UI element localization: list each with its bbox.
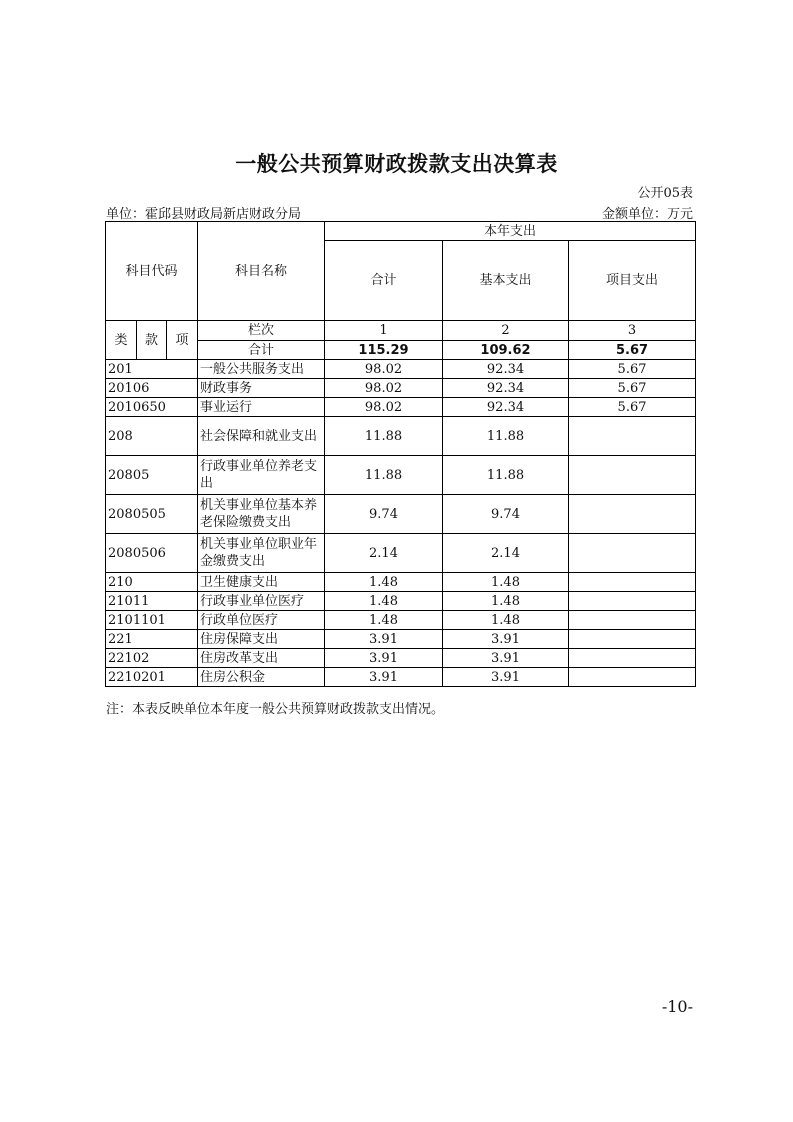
row-code: 2080506 xyxy=(106,534,198,573)
row-code: 2010650 xyxy=(106,398,198,417)
total-row-project: 5.67 xyxy=(569,341,696,360)
table-row xyxy=(106,398,696,417)
row-basic: 11.88 xyxy=(443,456,569,495)
current-year-header: 本年支出 xyxy=(325,222,696,241)
row-basic: 3.91 xyxy=(443,668,569,687)
table-row xyxy=(106,573,696,592)
row-name: 一般公共服务支出 xyxy=(198,360,325,379)
table-row xyxy=(106,417,696,456)
total-row-basic: 109.62 xyxy=(443,341,569,360)
table-row xyxy=(106,456,696,495)
row-project xyxy=(569,649,696,668)
row-name: 社会保障和就业支出 xyxy=(198,417,325,456)
row-code: 20805 xyxy=(106,456,198,495)
code-header: 科目代码 xyxy=(106,222,198,321)
row-basic: 92.34 xyxy=(443,379,569,398)
row-name: 行政事业单位医疗 xyxy=(198,592,325,611)
row-basic: 11.88 xyxy=(443,417,569,456)
project-header: 项目支出 xyxy=(569,241,696,321)
row-code: 22102 xyxy=(106,649,198,668)
row-name: 财政事务 xyxy=(198,379,325,398)
row-name: 行政单位医疗 xyxy=(198,611,325,630)
money-unit: 金额单位：万元 xyxy=(601,207,693,222)
form-number: 公开05表 xyxy=(637,186,693,201)
row-name: 机关事业单位职业年金缴费支出 xyxy=(198,534,325,573)
row-project: 5.67 xyxy=(569,398,696,417)
row-project: 5.67 xyxy=(569,379,696,398)
table-row xyxy=(106,611,696,630)
row-basic: 1.48 xyxy=(443,611,569,630)
row-basic: 92.34 xyxy=(443,398,569,417)
row-project xyxy=(569,417,696,456)
row-project xyxy=(569,534,696,573)
document-title: 一般公共预算财政拨款支出决算表 xyxy=(235,152,558,176)
total-row-total: 115.29 xyxy=(325,341,443,360)
expenditure-table xyxy=(105,221,696,687)
row-code: 2101101 xyxy=(106,611,198,630)
row-total: 2.14 xyxy=(325,534,443,573)
total-row-label: 合计 xyxy=(198,341,325,360)
row-total: 1.48 xyxy=(325,611,443,630)
row-total: 3.91 xyxy=(325,630,443,649)
row-total: 9.74 xyxy=(325,495,443,534)
row-code: 210 xyxy=(106,573,198,592)
row-total: 98.02 xyxy=(325,379,443,398)
table-row xyxy=(106,360,696,379)
row-basic: 1.48 xyxy=(443,573,569,592)
row-basic: 9.74 xyxy=(443,495,569,534)
column-no-1: 1 xyxy=(325,321,443,341)
row-basic: 2.14 xyxy=(443,534,569,573)
xiang-header: 项 xyxy=(167,321,198,360)
lei-header: 类 xyxy=(106,321,137,360)
basic-header: 基本支出 xyxy=(443,241,569,321)
row-name: 住房改革支出 xyxy=(198,649,325,668)
table-row xyxy=(106,668,696,687)
row-code: 208 xyxy=(106,417,198,456)
row-basic: 3.91 xyxy=(443,649,569,668)
total-header: 合计 xyxy=(325,241,443,321)
row-total: 1.48 xyxy=(325,592,443,611)
row-project: 5.67 xyxy=(569,360,696,379)
row-total: 11.88 xyxy=(325,456,443,495)
table-row xyxy=(106,495,696,534)
row-code: 20106 xyxy=(106,379,198,398)
row-name: 住房保障支出 xyxy=(198,630,325,649)
table-row xyxy=(106,534,696,573)
row-code: 2080505 xyxy=(106,495,198,534)
table-row xyxy=(106,649,696,668)
table-row xyxy=(106,630,696,649)
name-header: 科目名称 xyxy=(198,222,325,321)
row-name: 事业运行 xyxy=(198,398,325,417)
column-no-2: 2 xyxy=(443,321,569,341)
row-project xyxy=(569,495,696,534)
row-code: 221 xyxy=(106,630,198,649)
column-no-label: 栏次 xyxy=(198,321,325,341)
row-total: 3.91 xyxy=(325,649,443,668)
table-note: 注：本表反映单位本年度一般公共预算财政拨款支出情况。 xyxy=(106,702,445,717)
row-project xyxy=(569,668,696,687)
table-row xyxy=(106,379,696,398)
row-basic: 3.91 xyxy=(443,630,569,649)
row-name: 住房公积金 xyxy=(198,668,325,687)
page-number: -10- xyxy=(661,997,693,1016)
row-project xyxy=(569,456,696,495)
kuan-header: 款 xyxy=(137,321,167,360)
row-name: 行政事业单位养老支出 xyxy=(198,456,325,495)
row-total: 98.02 xyxy=(325,360,443,379)
row-total: 1.48 xyxy=(325,573,443,592)
row-code: 21011 xyxy=(106,592,198,611)
row-basic: 92.34 xyxy=(443,360,569,379)
reporting-unit: 单位：霍邱县财政局新店财政分局 xyxy=(106,207,302,222)
row-project xyxy=(569,573,696,592)
row-total: 3.91 xyxy=(325,668,443,687)
row-project xyxy=(569,611,696,630)
row-total: 11.88 xyxy=(325,417,443,456)
row-total: 98.02 xyxy=(325,398,443,417)
table-row xyxy=(106,592,696,611)
row-project xyxy=(569,630,696,649)
row-code: 201 xyxy=(106,360,198,379)
row-basic: 1.48 xyxy=(443,592,569,611)
row-project xyxy=(569,592,696,611)
column-no-3: 3 xyxy=(569,321,696,341)
row-name: 卫生健康支出 xyxy=(198,573,325,592)
row-name: 机关事业单位基本养老保险缴费支出 xyxy=(198,495,325,534)
row-code: 2210201 xyxy=(106,668,198,687)
